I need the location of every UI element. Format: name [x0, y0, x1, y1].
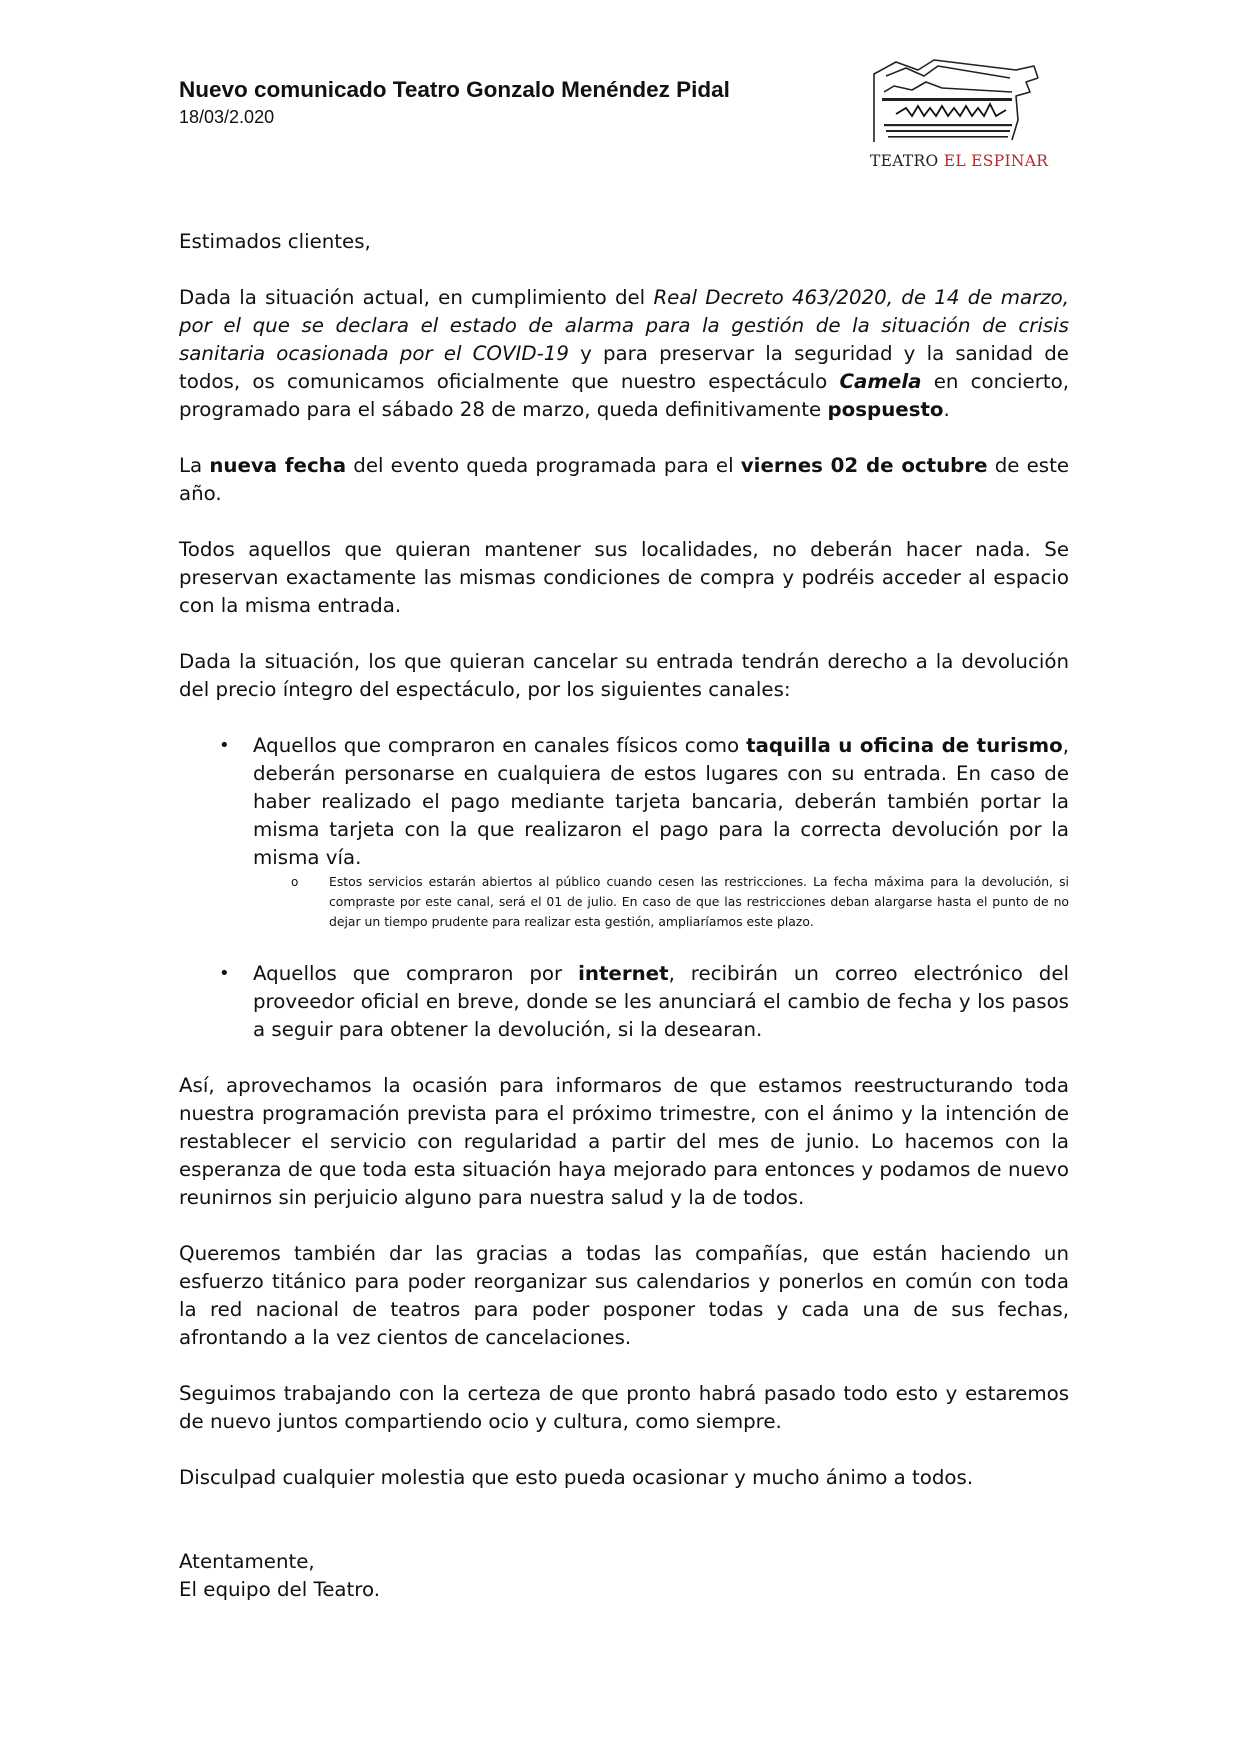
refund-channels-list — [179, 732, 1069, 1044]
p1-text-a: Dada la situación actual, en cumplimiento del — [179, 286, 654, 309]
list-item-internet-channel — [179, 960, 1069, 1044]
greeting: Estimados clientes, — [179, 230, 371, 253]
logo-text-red: EL ESPINAR — [943, 152, 1049, 170]
new-date-label: nueva fecha — [209, 454, 347, 477]
theatre-logo — [866, 56, 1056, 176]
bullet2-text-b: , recibirán un correo electrónico del proveedor oficial en breve, donde se les anunciará el cambio de fecha y los pasos a seguir para obtener la devolución, si la desearan. — [253, 962, 1069, 1041]
bullet-icon: • — [219, 735, 230, 756]
physical-channel-name: taquilla u oficina de turismo — [746, 734, 1063, 757]
sub-note-text: Estos servicios estarán abiertos al público cuando cesen las restricciones. La fecha máxima para la devolución, si compraste por este canal, será el 01 de julio. En caso de que las restricciones deban alargarse hasta el punto de no dejar un tiempo prudente para realizar esta gestión, ampliaríamos este plazo. — [329, 874, 1069, 929]
p2-text-b: del evento queda programada para el — [346, 454, 741, 477]
sub-bullet-icon: o — [291, 875, 299, 889]
paragraph-announcement — [179, 284, 1069, 424]
bullet1-text-a: Aquellos que compraron en canales físicos como — [253, 734, 747, 757]
paragraph-refund-intro: Dada la situación, los que quieran cancelar su entrada tendrán derecho a la devolución del precio íntegro del espectáculo, por los siguientes canales: — [179, 650, 1069, 701]
closing: Atentamente, — [179, 1550, 315, 1573]
logo-text-black: TEATRO — [870, 152, 939, 170]
p1-text-b: y para preservar la seguridad y la sanidad de todos, os comunicamos oficialmente que nuestro espectáculo — [179, 342, 1069, 393]
document-title: Nuevo comunicado Teatro Gonzalo Menéndez Pidal — [179, 77, 730, 102]
sub-note — [291, 872, 1069, 932]
signature: El equipo del Teatro. — [179, 1578, 381, 1601]
p1-text-c: en concierto, programado para el sábado 28 de marzo, queda definitivamente — [179, 370, 1069, 421]
status-postponed: pospuesto — [827, 398, 944, 421]
show-name: Camela — [839, 370, 922, 393]
p2-text-a: La — [179, 454, 210, 477]
new-date-value: viernes 02 de octubre — [740, 454, 988, 477]
list-item-physical-channels — [179, 732, 1069, 872]
internet-channel-name: internet — [578, 962, 669, 985]
paragraph-thanks: Queremos también dar las gracias a todas las compañías, que están haciendo un esfuerzo titánico para poder reorganizar sus calendarios y ponerlos en común con toda la red nacional de teatros para poder posponer todas y cada una de sus fechas, afrontando a la vez cientos de cancelaciones. — [179, 1242, 1069, 1349]
bullet2-text-a: Aquellos que compraron por — [253, 962, 579, 985]
paragraph-reprogramming: Así, aprovechamos la ocasión para informaros de que estamos reestructurando toda nuestra programación prevista para el próximo trimestre, con el ánimo y la intención de restablecer el servicio con regularidad a partir del mes de junio. Lo hacemos con la esperanza de que toda esta situación haya mejorado para entonces y podamos de nuevo reunirnos sin perjuicio alguno para nuestra salud y la de todos. — [179, 1074, 1069, 1209]
decree-reference: Real Decreto 463/2020, de 14 de marzo, por el que se declara el estado de alarma para la gestión de la situación de crisis sanitaria ocasionada por el COVID-19 — [179, 286, 1069, 365]
bullet1-text-b: , deberán personarse en cualquiera de estos lugares con su entrada. En caso de haber realizado el pago mediante tarjeta bancaria, deberán también portar la misma tarjeta con la que realizaron el pago para la correcta devolución por la misma vía. — [253, 734, 1069, 869]
theatre-building-icon — [866, 56, 1056, 148]
list-item-sub-note — [179, 872, 1069, 932]
letter-body — [179, 228, 1069, 1604]
p2-text-c: de este año. — [179, 454, 1069, 505]
bullet-icon: • — [219, 963, 230, 984]
paragraph-apology: Disculpad cualquier molestia que esto pueda ocasionar y mucho ánimo a todos. — [179, 1466, 974, 1489]
paragraph-continue: Seguimos trabajando con la certeza de que pronto habrá pasado todo esto y estaremos de nuevo juntos compartiendo ocio y cultura, como siempre. — [179, 1382, 1069, 1433]
document-date: 18/03/2.020 — [179, 107, 275, 127]
theatre-logo-text — [870, 152, 1048, 170]
paragraph-new-date — [179, 452, 1069, 508]
p1-text-d: . — [943, 398, 950, 421]
paragraph-keep-tickets: Todos aquellos que quieran mantener sus localidades, no deberán hacer nada. Se preservan exactamente las mismas condiciones de compra y podréis acceder al espacio con la misma entrada. — [179, 538, 1069, 617]
